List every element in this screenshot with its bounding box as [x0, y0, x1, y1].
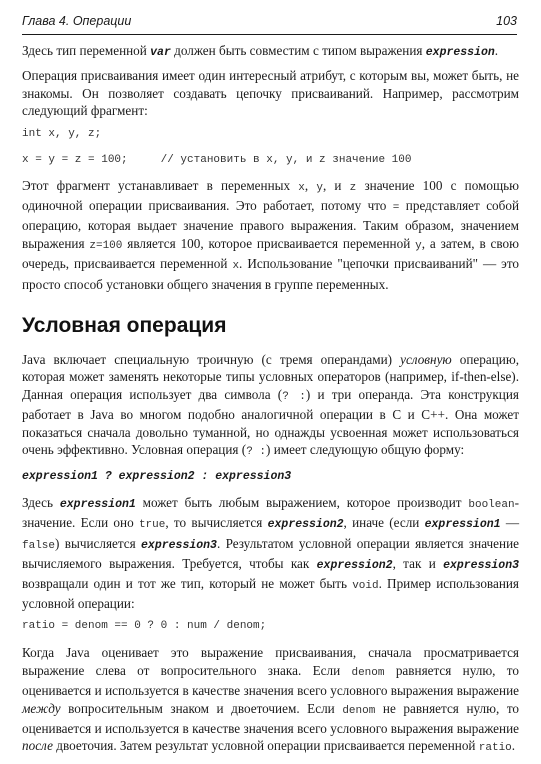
- code-ratio: ratio: [478, 742, 512, 755]
- code-expression2: expression2: [267, 518, 344, 532]
- emphasis: между: [22, 700, 61, 716]
- text-run: Здесь: [22, 494, 60, 510]
- text-run: ,: [304, 177, 317, 193]
- text-run: должен быть совместим с типом выражения: [170, 43, 426, 58]
- text-run: . Пример использования условной операции:: [22, 575, 519, 611]
- text-run: операцию, которая может заменять некоторые типы условных операторов (например, if-then-else). Данная операция использует два символа (: [22, 352, 519, 402]
- text-run: возвращали один и тот же тип, который не может быть: [22, 575, 353, 591]
- code-false: false: [22, 539, 56, 552]
- text-run: Java включает специальную троичную (с тремя операндами): [22, 352, 401, 368]
- general-form: expression1 ? expression2 : expression3: [22, 469, 292, 483]
- text-run: . Использование "цепочки присваиваний" — это просто способ установки общего значения в группе переменных.: [22, 256, 520, 292]
- text-run: , а затем, в свою очередь, присваивается переменной: [22, 235, 519, 272]
- text-run: , так и: [392, 556, 444, 572]
- code-ternary-symbol: ? :: [282, 390, 306, 403]
- paragraph-ternary-explain: [22, 494, 519, 612]
- code-line-assign: x = y = z = 100; // установить в x, y, и z значение 100: [22, 153, 412, 166]
- code-z: z: [349, 181, 357, 194]
- text-run: может быть любым выражением, которое производит: [135, 494, 469, 510]
- text-run: не равняется нулю, то оценивается и используется в качестве значения всего условного выражения выражение: [22, 700, 519, 736]
- text-run: является 100, которое присваивается переменной: [122, 235, 416, 251]
- code-expression1: expression1: [59, 497, 136, 511]
- code-y: y: [415, 239, 422, 252]
- code-x: x: [232, 260, 240, 273]
- code-expression3: expression3: [443, 559, 519, 573]
- code-expression2: expression2: [316, 559, 393, 573]
- chapter-title: Глава 4. Операции: [22, 14, 132, 28]
- paragraph-var-compat: [22, 42, 519, 61]
- text-run: .: [511, 738, 516, 754]
- text-run: ) и три операнда. Эта конструкция работает в Java во многом подобно аналогичной операции в С и С++. Она может показаться сначала довольно туманной, но однажды усвоенная может использоваться очень эффективно. Условная операция (: [22, 386, 519, 458]
- code-example-ratio: ratio = denom == 0 ? 0 : num / denom;: [22, 620, 267, 633]
- text-run: значение 100 с помощью одиночной операции присваивания. Это работает, потому что: [22, 177, 519, 214]
- code-x: x: [298, 181, 305, 194]
- text-run: двоеточия. Затем результат условной операции присваивается переменной: [52, 738, 479, 754]
- code-line-declare: int x, y, z;: [22, 127, 102, 140]
- page-number: 103: [496, 14, 517, 28]
- code-var: var: [150, 46, 171, 59]
- code-denom: denom: [342, 704, 376, 717]
- code-denom: denom: [351, 666, 385, 679]
- text-run: , иначе (если: [343, 515, 425, 531]
- text-run: , и: [322, 177, 350, 193]
- code-true: true: [138, 519, 166, 532]
- text-run: ) имеет следующую общую форму:: [266, 442, 465, 458]
- text-run: Когда Java оценивает это выражение присваивания, сначала просматривается выражение слева от вопросительного знака. Если: [22, 645, 519, 678]
- code-expression: expression: [425, 46, 495, 59]
- text-run: —: [500, 515, 520, 531]
- text-run: -значение. Если оно: [22, 494, 519, 531]
- emphasis: условную: [400, 352, 452, 368]
- text-run: , то вычисляется: [165, 515, 268, 531]
- text-run: .: [494, 43, 499, 58]
- code-equals: =: [392, 202, 400, 215]
- paragraph-chain-explain: [22, 177, 519, 293]
- running-header: [22, 10, 517, 35]
- text-run: представляет собой операцию, которая выдает значение правого выражения. Таким образом, значением выражения: [22, 198, 519, 251]
- paragraph-ternary-intro: [22, 351, 519, 461]
- code-ternary-symbol: ? :: [246, 446, 266, 459]
- code-z100: z=100: [89, 239, 123, 252]
- text-run: ) вычисляется: [55, 535, 142, 551]
- paragraph-ternary-eval: [22, 644, 519, 757]
- code-expression1: expression1: [424, 518, 501, 532]
- text-run: Здесь тип переменной: [22, 43, 151, 58]
- code-expression3: expression3: [141, 538, 217, 552]
- emphasis: после: [22, 738, 53, 754]
- text-run: . Результатом условной операции является значение вычисляемого выражения. Требуется, чтобы как: [22, 535, 519, 572]
- page-body: [22, 42, 519, 764]
- section-heading: Условная операция: [22, 314, 227, 338]
- code-boolean: boolean: [468, 498, 515, 511]
- text-run: равняется нулю, то оценивается и используется в качестве значения всего условного выражения выражение: [22, 662, 519, 699]
- text-run: Этот фрагмент устанавливает в переменных: [22, 177, 299, 193]
- code-void: void: [352, 579, 379, 592]
- text-run: вопросительным знаком и двоеточием. Если: [60, 700, 343, 716]
- paragraph-chain-intro: Операция присваивания имеет один интересный атрибут, с которым вы, может быть, не знакомы. Он позволяет создавать цепочку присваиваний. Например, рассмотрим следующий фрагмент:: [22, 68, 519, 119]
- code-block-chain: [22, 126, 519, 169]
- code-y: y: [316, 181, 323, 194]
